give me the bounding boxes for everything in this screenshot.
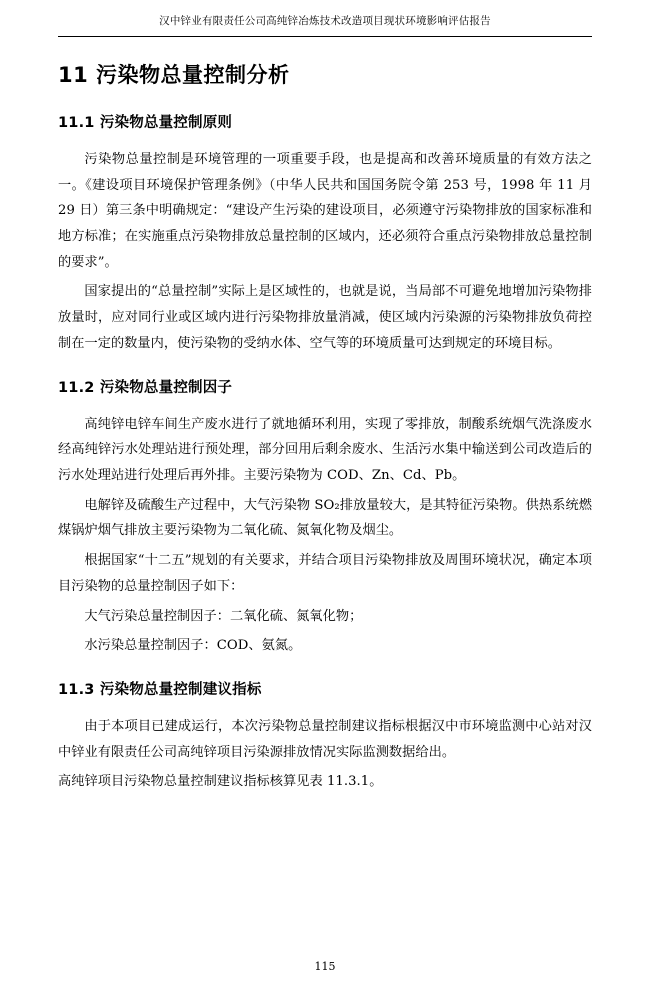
- list-line: 水污染总量控制因子：COD、氨氮。: [84, 638, 302, 654]
- section-heading-11-3: 11.3 污染物总量控制建议指标: [58, 682, 262, 699]
- paragraph: 根据国家“十二五”规划的有关要求，并结合项目污染物排放及周围环境状况，确定本项目污染物的总量控制因子如下：: [58, 553, 592, 594]
- paragraph: 国家提出的“总量控制”实际上是区域性的，也就是说，当局部不可避免地增加污染物排放量时，应对同行业或区域内进行污染物排放量消减，使区域内污染源的污染物排放负荷控制在一定的数量内，使污染物的受纳水体、空气等的环境质量可达到规定的环境目标。: [58, 284, 592, 351]
- page-number: 115: [314, 960, 336, 973]
- section-heading-11-2: 11.2 污染物总量控制因子: [58, 379, 233, 396]
- section-heading-11-1: 11.1 污染物总量控制原则: [58, 114, 233, 131]
- table-reference-line: 高纯锌项目污染物总量控制建议指标核算见表 11.3.1。: [58, 774, 383, 790]
- paragraph: 高纯锌电锌车间生产废水进行了就地循环利用，实现了零排放，制酸系统烟气洗涤废水经高纯锌污水处理站进行预处理，部分回用后剩余废水、生活污水集中输送到公司改造后的污水处理站进行处理后再外排。主要污染物为 COD、Zn、Cd、Pb。: [58, 416, 592, 483]
- paragraph: 污染物总量控制是环境管理的一项重要手段，也是提高和改善环境质量的有效方法之一。《建设项目环境保护管理条例》（中华人民共和国国务院令第 253 号，1998 年 11 月 29 日）第三条中明确规定：“建设产生污染的建设项目，必须遵守污染物排放的国家标准和地方标准；在实施重点污染物排放总量控制的区域内，还必须符合重点污染物排放总量控制的要求”。: [58, 151, 592, 270]
- list-line: 大气污染总量控制因子：二氧化硫、氮氧化物；: [84, 608, 363, 624]
- page-content: [58, 37, 592, 795]
- paragraph: 电解锌及硫酸生产过程中，大气污染物 SO₂排放量较大，是其特征污染物。供热系统燃煤锅炉烟气排放主要污染物为二氧化硫、氮氧化物及烟尘。: [58, 497, 592, 539]
- paragraph: 由于本项目已建成运行，本次污染物总量控制建议指标根据汉中市环境监测中心站对汉中锌业有限责任公司高纯锌项目污染源排放情况实际监测数据给出。: [58, 718, 592, 760]
- running-header: 汉中锌业有限责任公司高纯锌冶炼技术改造项目现状环境影响评估报告: [58, 14, 592, 37]
- chapter-title: 11 污染物总量控制分析: [58, 62, 290, 87]
